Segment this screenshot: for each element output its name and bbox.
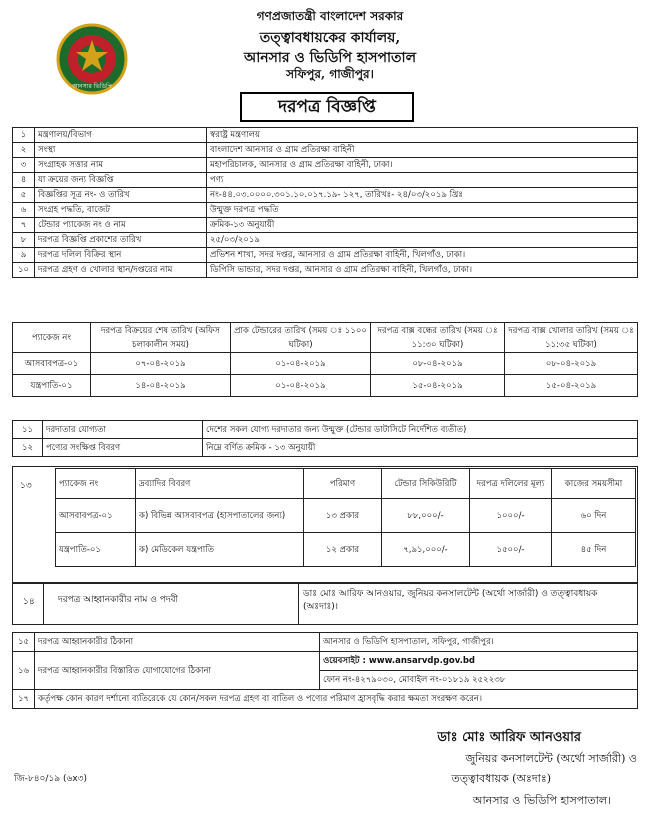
row-number: ৫ xyxy=(13,188,35,203)
header-location: সফিপুর, গাজীপুর। xyxy=(286,67,374,81)
invitee-row xyxy=(12,583,638,625)
page-title: দরপত্র বিজ্ঞপ্তি xyxy=(240,92,414,122)
table-cell: ০৭-০৪-২০১৯ xyxy=(91,353,231,375)
row-number: ৩ xyxy=(13,158,35,173)
row-value: মহাপরিচালক, আনসার ও গ্রাম প্রতিরক্ষা বাহিনী, ঢাকা। xyxy=(207,158,638,173)
row-number: ২ xyxy=(13,143,35,158)
table-row xyxy=(13,218,638,233)
table-cell: ০৮-০৪-২০১৯ xyxy=(371,353,505,375)
table-cell: আসবাবপত্র-০১ xyxy=(13,353,91,375)
table-cell: ১৫-০৪-২০১৯ xyxy=(371,375,505,397)
row-label: সংস্থা xyxy=(35,143,207,158)
signatory-name: ডাঃ মোঃ আরিফ আনওয়ার xyxy=(437,730,581,745)
table-row xyxy=(13,203,638,218)
packages-table xyxy=(55,468,636,567)
table-row xyxy=(13,263,638,278)
header-government: গণপ্রজাতন্ত্রী বাংলাদেশ সরকার xyxy=(256,9,404,23)
row-value: উন্মুক্ত দরপত্র পদ্ধতি xyxy=(207,203,638,218)
packages-header: দ্রব্যাদির বিবরণ xyxy=(136,469,304,499)
row-label: দরপত্র আহ্বানকারীর ঠিকানা xyxy=(35,633,320,652)
row-label: মন্ত্রণালয়/বিভাগ xyxy=(35,128,207,143)
row-value: বাংলাদেশ আনসার ও গ্রাম প্রতিরক্ষা বাহিনী xyxy=(207,143,638,158)
packages-header: টেন্ডার সিকিউরিটি xyxy=(382,469,470,499)
row-number: ১২ xyxy=(13,439,43,457)
row-label: দরপত্র আহ্বানকারীর বিস্তারিত যোগাযোগের ঠিকানা xyxy=(35,652,320,690)
row-label: সংগ্রাহক সত্তার নাম xyxy=(35,158,207,173)
row-value: ক্রমিক-১৩ অনুযায়ী xyxy=(207,218,638,233)
row-number: ৮ xyxy=(13,233,35,248)
contact-table xyxy=(12,632,638,709)
website-link[interactable]: ওয়েবসাইট : www.ansarvdp.gov.bd xyxy=(320,652,638,671)
packages-header: প্যাকেজ নং xyxy=(56,469,136,499)
table-cell: ১০০০/- xyxy=(470,499,552,533)
table-cell: ৭,৯১,০০০/- xyxy=(382,533,470,567)
row-value: স্বরাষ্ট্র মন্ত্রণালয় xyxy=(207,128,638,143)
table-row xyxy=(13,188,638,203)
row-number: ১৭ xyxy=(13,690,35,709)
table-cell: যন্ত্রপাতি-০১ xyxy=(56,533,136,567)
row-number: ১৬ xyxy=(13,652,35,690)
row-value: ২৫/০৩/২০১৯ xyxy=(207,233,638,248)
row-number: ৪ xyxy=(13,173,35,188)
row-number: ১৪ xyxy=(23,597,35,607)
schedule-table xyxy=(12,322,638,397)
table-cell: ১৩ প্রকার xyxy=(304,499,382,533)
table-cell: ক) বিভিন্ন আসবাবপত্র (হাসপাতালের জন্য) xyxy=(136,499,304,533)
row-label: বিজ্ঞপ্তির সূত্র নং- ও তারিখ xyxy=(35,188,207,203)
row-number: ৯ xyxy=(13,248,35,263)
table-cell: যন্ত্রপাতি-০১ xyxy=(13,375,91,397)
table-cell: ১৪-০৪-২০১৯ xyxy=(91,375,231,397)
schedule-header: প্যাকেজ নং xyxy=(13,323,91,353)
table-row xyxy=(13,248,638,263)
row-value: ডাঃ মোঃ আরিফ আনওয়ার, জুনিয়র কনসালটেন্ট (অর্থো সার্জারী) ও তত্ত্বাবধায়ক (অঃদাঃ)। xyxy=(303,589,598,612)
table-row xyxy=(13,128,638,143)
table-row xyxy=(13,158,638,173)
table-cell: ১৫০০/- xyxy=(470,533,552,567)
row-label: দরপত্র আহ্বানকারীর নাম ও পদবী xyxy=(58,595,179,605)
header-office: তত্ত্বাবধায়কের কার্যালয়, xyxy=(259,30,401,46)
row-value: প্রভিশন শাখা, সদর দপ্তর, আনসার ও গ্রাম প্রতিরক্ষা বাহিনী, খিলগাঁও, ঢাকা। xyxy=(207,248,638,263)
row-value: নিম্নে বর্ণিত ক্রমিক - ১৩ অনুযায়ী xyxy=(203,439,638,457)
row-value: ডিপিসি ভান্ডার, সদর দপ্তর, আনসার ও গ্রাম প্রতিরক্ষা বাহিনী, খিলগাঁও, ঢাকা। xyxy=(207,263,638,278)
svg-text:আনসার ভিডিপি: আনসার ভিডিপি xyxy=(72,83,112,90)
table-cell: ০১-০৪-২০১৯ xyxy=(231,375,371,397)
signatory-role: তত্ত্বাবধায়ক (অঃদাঃ) xyxy=(451,772,551,785)
row-number: ৬ xyxy=(13,203,35,218)
table-cell: ৪৫ দিন xyxy=(552,533,636,567)
row-number: ১৫ xyxy=(13,633,35,652)
row-number: ১ xyxy=(13,128,35,143)
table-cell: ০৮-০৪-২০১৯ xyxy=(505,353,638,375)
row-number: ৭ xyxy=(13,218,35,233)
row-value: কর্তৃপক্ষ কোন কারণ দর্শানো ব্যতিরেকে যে কোন/সকল দরপত্র গ্রহণ বা বাতিল ও পণ্যের পরিমাণ হ্রাসবৃদ্ধি করার ক্ষমতা সংরক্ষণ করেন। xyxy=(35,690,638,709)
table-cell: ১৫-০৪-২০১৯ xyxy=(505,375,638,397)
phone-number: ফোন নং-৪২৭৯০৩০, মোবাইল নং-০১৮১৯ ২৫২২৩৮ xyxy=(320,671,638,690)
ansar-vdp-logo xyxy=(56,22,128,96)
table-cell: ১২ প্রকার xyxy=(304,533,382,567)
row-number: ১৩ xyxy=(20,481,32,491)
packages-header: দরপত্র দলিলের মূল্য xyxy=(470,469,552,499)
eligibility-table xyxy=(12,420,638,457)
row-number: ১০ xyxy=(13,263,35,278)
table-cell: আসবাবপত্র-০১ xyxy=(56,499,136,533)
table-cell: ৮৮,০০০/- xyxy=(382,499,470,533)
packages-header: কাজের সময়সীমা xyxy=(552,469,636,499)
row-label: দরদাতার যোগ্যতা xyxy=(43,421,203,439)
footer-code: জি-৮৪০/১৯ (৬x৩) xyxy=(14,774,88,784)
table-cell: ক) মেডিকেল যন্ত্রপাতি xyxy=(136,533,304,567)
signatory-title: জুনিয়র কনসালটেন্ট (অর্থো সার্জারী) ও xyxy=(465,752,637,765)
row-label: দরপত্র গ্রহণ ও খোলার স্থান/দপ্তরের নাম xyxy=(35,263,207,278)
row-number: ১১ xyxy=(13,421,43,439)
schedule-header: দরপত্র বাক্স খোলার তারিখ (সময় ঃ ১১:৩৫ ঘটিকা) xyxy=(505,323,638,353)
table-row xyxy=(13,233,638,248)
schedule-header: দরপত্র বাক্স বন্ধের তারিখ (সময় ঃ ১১:৩০ ঘটিকা) xyxy=(371,323,505,353)
row-value: নং-৪৪.০৩.০০০০.৩০১.১০.০১৭.১৯- ১২৭, তারিখঃ- ২৪/০৩/২০১৯ খ্রিঃ xyxy=(207,188,638,203)
row-label: যা ক্রয়ের জন্য বিজ্ঞপ্তি xyxy=(35,173,207,188)
table-row xyxy=(13,173,638,188)
table-row xyxy=(13,143,638,158)
row-value: আনসার ও ভিডিপি হাসপাতাল, সফিপুর, গাজীপুর। xyxy=(320,633,638,652)
row-label: টেন্ডার প্যাকেজ নং ও নাম xyxy=(35,218,207,233)
row-label: দরপত্র বিজ্ঞপ্তি প্রকাশের তারিখ xyxy=(35,233,207,248)
signatory-office: আনসার ও ভিডিপি হাসপাতাল। xyxy=(472,794,611,807)
table-cell: ৬০ দিন xyxy=(552,499,636,533)
row-label: পণ্যের সংক্ষিপ্ত বিবরণ xyxy=(43,439,203,457)
packages-header: পরিমাণ xyxy=(304,469,382,499)
info-table xyxy=(12,127,638,278)
row-label: সংগ্রহ পদ্ধতি, বাজেট xyxy=(35,203,207,218)
header-hospital: আনসার ও ভিডিপি হাসপাতাল xyxy=(243,50,417,66)
row-label: দরপত্র দলিল বিক্রির স্থান xyxy=(35,248,207,263)
row-value: পণ্য xyxy=(207,173,638,188)
schedule-header: দরপত্র বিক্রয়ের শেষ তারিখ (অফিস চলাকালীন সময়) xyxy=(91,323,231,353)
row-value: দেশের সকল যোগ্য দরদাতার জন্য উন্মুক্ত (টেন্ডার ডাটাসিটে নির্দেশিত ব্যতীত) xyxy=(203,421,638,439)
schedule-header: প্রাক টেন্ডারের তারিখ (সময় ঃ ১১০০ ঘটিকা) xyxy=(231,323,371,353)
table-cell: ০১-০৪-২০১৯ xyxy=(231,353,371,375)
